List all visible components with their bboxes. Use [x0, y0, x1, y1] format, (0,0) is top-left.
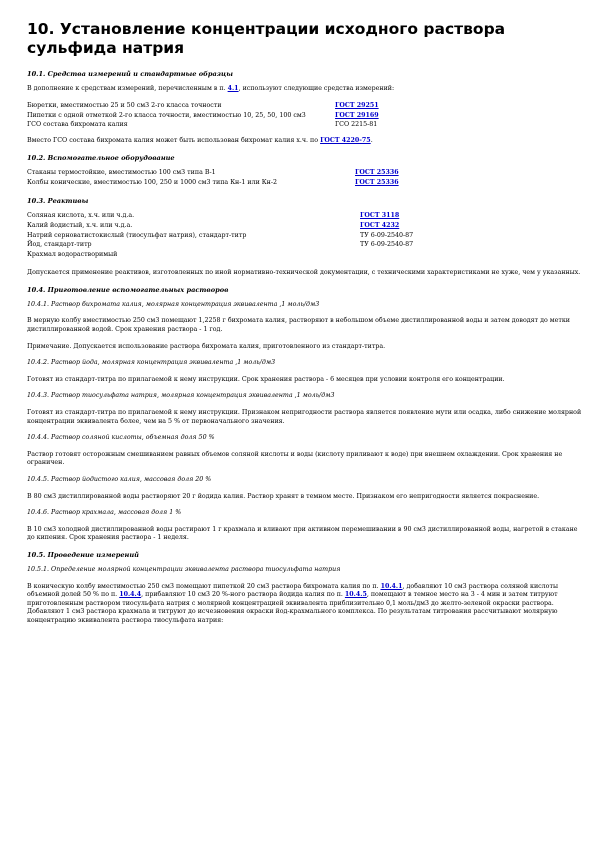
equipment-table — [27, 169, 399, 189]
paragraph: Готовят из стандарт-титра по прилагаемой к нему инструкции. Срок хранения раствора - 6 месяцев при условии контроля его концентрации. — [27, 375, 505, 383]
section-heading-10-2: 10.2. Вспомогательное оборудование — [27, 153, 175, 162]
link-10-4-1[interactable]: 10.4.1 — [380, 582, 403, 590]
text-part: В коническую колбу вместимостью 250 см3 помещают пипеткой 20 см3 раствора бихромата калия по п. — [27, 582, 379, 590]
section-heading-10-4: 10.4. Приготовление вспомогательных растворов — [27, 285, 229, 294]
subsection-10-5-1: 10.5.1. Определение молярной концентрации эквивалента раствора тиосульфата натрия — [27, 565, 341, 573]
standard-link[interactable]: ГОСТ 25336 — [355, 168, 399, 176]
table-row — [27, 102, 379, 112]
item-name: Соляная кислота, х.ч. или ч.д.а. — [27, 211, 135, 219]
standard-link[interactable]: ГОСТ 29251 — [335, 101, 379, 109]
paragraph: Готовят из стандарт-титра по прилагаемой к нему инструкции. Признаком непригодности раствора является появление мути или осадка, либо снижение молярной концентрации эквивалента более, чем на 5 % от первоначального значения. — [27, 409, 582, 425]
link-10-4-5[interactable]: 10.4.5 — [344, 591, 367, 599]
section-heading-10-5: 10.5. Проведение измерений — [27, 550, 139, 559]
text-part: , помещают в темное место на 3 - 4 мин и затем титруют приготовленным раствором тиосульфата натрия с молярной концентрацией эквивалента приблизительно 0,1 моль/дм3 до желто-зеленой окраски раствора. Добавляют 1 см3 раствора крахмала и титруют до исчезновения окраски йод-крахмального комплекса. По результатам титрования рассчитывают молярную концентрацию эквивалента раствора тиосульфата натрия: — [27, 591, 558, 624]
subsection-10-4-4: 10.4.4. Раствор соляной кислоты, объемная доля 50 % — [27, 434, 215, 442]
standard-text: ГСО 2215-81 — [335, 121, 378, 129]
link-4-1[interactable]: 4.1 — [227, 85, 239, 92]
section-10-1-intro — [27, 85, 582, 94]
standard-link[interactable]: ГОСТ 29169 — [335, 111, 379, 119]
section-10-3-note: Допускается применение реактивов, изготовленных по иной нормативно-технической документации, с техническими характеристиками не хуже, чем у указанных. — [27, 269, 581, 277]
subsection-10-4-6: 10.4.6. Раствор крахмала, массовая доля 1 % — [27, 509, 182, 517]
note-paragraph: Примечание. Допускается использование раствора бихромата калия, приготовленного из стандарт-титра. — [27, 342, 386, 350]
item-name: Йод, стандарт-титр — [27, 241, 92, 249]
text-part: , прибавляют 10 см3 20 %-ного раствора йодида калия по п. — [141, 591, 343, 599]
intro-text: В дополнение к средствам измерений, перечисленным в п. — [27, 85, 226, 92]
item-name: Калий йодистый, х.ч. или ч.д.а. — [27, 221, 133, 229]
item-name: Стаканы термостойкие, вместимостью 100 см3 типа В-1 — [27, 168, 216, 176]
paragraph-10-5-1 — [27, 583, 582, 626]
table-row — [27, 241, 413, 251]
table-row — [27, 121, 379, 131]
paragraph: Раствор готовят осторожным смешиванием равных объемов соляной кислоты и воды (кислоту приливают к воде) при внешнем охлаждении. Срок хранения не ограничен. — [27, 450, 563, 467]
note-text: Вместо ГСО состава бихромата калия может быть использован бихромат калия х.ч. по — [27, 137, 319, 145]
table-row — [27, 169, 399, 179]
link-10-4-4[interactable]: 10.4.4 — [119, 591, 142, 599]
table-row — [27, 222, 413, 232]
item-name: Крахмал водорастворимый — [27, 251, 118, 259]
paragraph: В 10 см3 холодной дистиллированной воды растирают 1 г крахмала и вливают при активном перемешивании в 90 см3 дистиллированной воды, нагретой в стакане до кипения. Срок хранения раствора - 1 неделя. — [27, 525, 578, 542]
intro-tail: , используют следующие средства измерений: — [238, 85, 395, 92]
item-name: Пипетки с одной отметкой 2-го класса точности, вместимостью 10, 25, 50, 100 см3 — [27, 111, 306, 119]
gost-4220-link[interactable]: ГОСТ 4220-75 — [320, 137, 371, 145]
standard-link[interactable]: ГОСТ 4232 — [360, 221, 400, 229]
standard-text — [360, 251, 413, 261]
standard-text: ТУ 6-09-2540-87 — [360, 241, 414, 249]
page-title: 10. Установление концентрации исходного раствора сульфида натрия — [27, 20, 506, 57]
subsection-10-4-1: 10.4.1. Раствор бихромата калия, молярная концентрация эквивалента ,1 моль/дм3 — [27, 300, 320, 308]
section-heading-10-1: 10.1. Средства измерений и стандартные образцы — [27, 70, 234, 78]
section-10-1-note — [27, 137, 582, 146]
item-name: ГСО состава бихромата калия — [27, 121, 128, 129]
reagents-table — [27, 212, 413, 262]
standard-text: ТУ 6-09-2540-87 — [360, 231, 414, 239]
table-row — [27, 112, 379, 122]
table-row — [27, 232, 413, 242]
table-row — [27, 212, 413, 222]
instruments-table — [27, 102, 379, 132]
section-heading-10-3: 10.3. Реактивы — [27, 196, 89, 205]
item-name: Бюретки, вместимостью 25 и 50 см3 2-го класса точности — [27, 101, 222, 109]
item-name: Колбы конические, вместимостью 100, 250 и 1000 см3 типа Кн-1 или Кн-2 — [27, 178, 277, 186]
standard-link[interactable]: ГОСТ 3118 — [360, 211, 400, 219]
item-name: Натрий серноватистокислый (тиосульфат натрия), стандарт-титр — [27, 231, 247, 239]
table-row — [27, 179, 399, 189]
paragraph: В 80 см3 дистиллированной воды растворяют 20 г йодида калия. Раствор хранят в темном месте. Признаком его непригодности является покраснение. — [27, 492, 540, 500]
subsection-10-4-5: 10.4.5. Раствор йодистого калия, массовая доля 20 % — [27, 475, 212, 483]
subsection-10-4-3: 10.4.3. Раствор тиосульфата натрия, молярная концентрация эквивалента ,1 моль/дм3 — [27, 392, 335, 400]
table-row — [27, 251, 413, 261]
paragraph: В мерную колбу вместимостью 250 см3 помещают 1,2258 г бихромата калия, растворяют в небольшом объеме дистиллированной воды и затем доводят до метки дистиллированной водой. Срок хранения раствора - 1 год. — [27, 317, 570, 334]
standard-link[interactable]: ГОСТ 25336 — [355, 178, 399, 186]
subsection-10-4-2: 10.4.2. Раствор йода, молярная концентрация эквивалента ,1 моль/дм3 — [27, 359, 276, 367]
text-part: , добавляют 10 см3 раствора соляной кислоты объемной долей 50 % по п. — [27, 582, 558, 599]
note-tail: . — [370, 137, 373, 145]
